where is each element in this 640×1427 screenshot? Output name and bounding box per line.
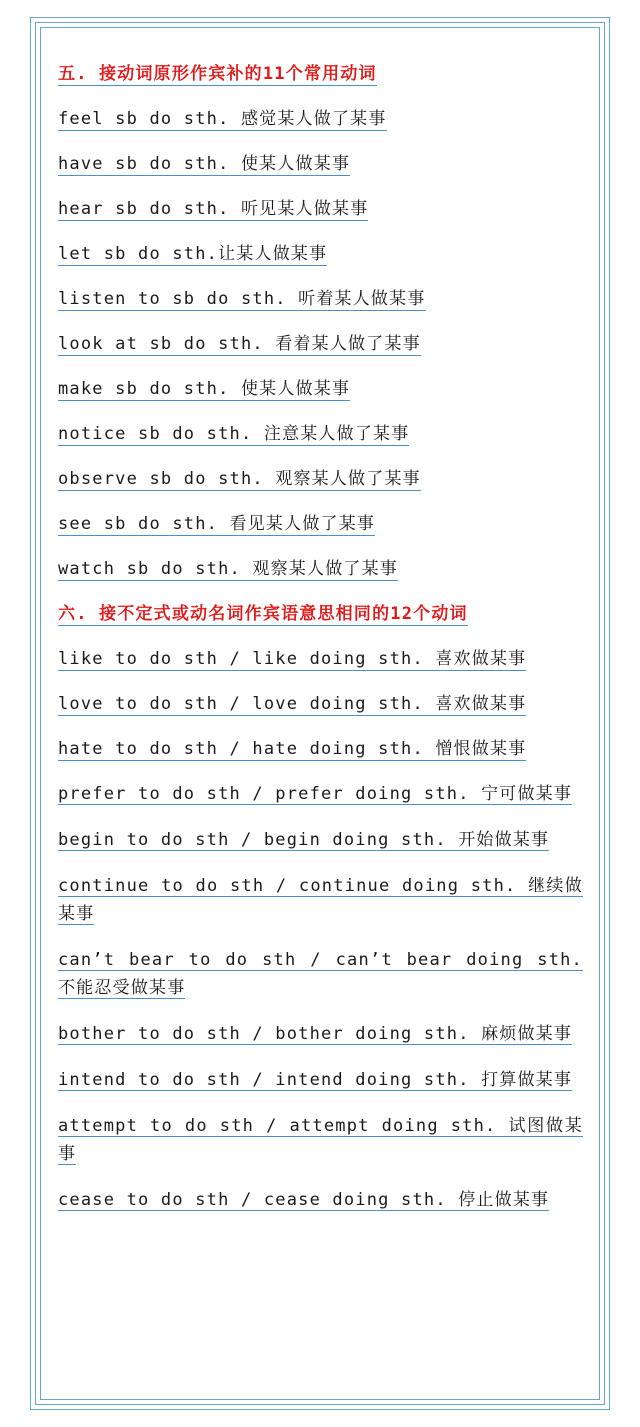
list-item: attempt to do sth / attempt doing sth. 试图做某事 xyxy=(58,1116,583,1164)
section-6-heading: 六. 接不定式或动名词作宾语意思相同的12个动词 xyxy=(58,604,468,624)
list-item: watch sb do sth. 观察某人做了某事 xyxy=(58,559,398,579)
list-item: cease to do sth / cease doing sth. 停止做某事 xyxy=(58,1190,550,1210)
list-item: feel sb do sth. 感觉某人做了某事 xyxy=(58,109,387,129)
list-item: observe sb do sth. 观察某人做了某事 xyxy=(58,469,421,489)
document-body xyxy=(58,60,583,1214)
list-item: listen to sb do sth. 听着某人做某事 xyxy=(58,289,426,309)
list-item: notice sb do sth. 注意某人做了某事 xyxy=(58,424,410,444)
list-item: let sb do sth.让某人做某事 xyxy=(58,244,328,264)
section-5-heading: 五. 接动词原形作宾补的11个常用动词 xyxy=(58,64,377,84)
list-item: have sb do sth. 使某人做某事 xyxy=(58,154,351,174)
list-item: see sb do sth. 看见某人做了某事 xyxy=(58,514,376,534)
list-item: prefer to do sth / prefer doing sth. 宁可做某事 xyxy=(58,784,573,804)
list-item: hate to do sth / hate doing sth. 憎恨做某事 xyxy=(58,739,527,759)
list-item: look at sb do sth. 看着某人做了某事 xyxy=(58,334,421,354)
list-item: begin to do sth / begin doing sth. 开始做某事 xyxy=(58,830,550,850)
list-item: love to do sth / love doing sth. 喜欢做某事 xyxy=(58,694,527,714)
list-item: hear sb do sth. 听见某人做某事 xyxy=(58,199,369,219)
list-item: like to do sth / like doing sth. 喜欢做某事 xyxy=(58,649,527,669)
list-item: can’t bear to do sth / can’t bear doing sth. 不能忍受做某事 xyxy=(58,950,583,998)
list-item: continue to do sth / continue doing sth. 继续做某事 xyxy=(58,876,583,924)
list-item: bother to do sth / bother doing sth. 麻烦做某事 xyxy=(58,1024,573,1044)
list-item: intend to do sth / intend doing sth. 打算做某事 xyxy=(58,1070,573,1090)
list-item: make sb do sth. 使某人做某事 xyxy=(58,379,351,399)
